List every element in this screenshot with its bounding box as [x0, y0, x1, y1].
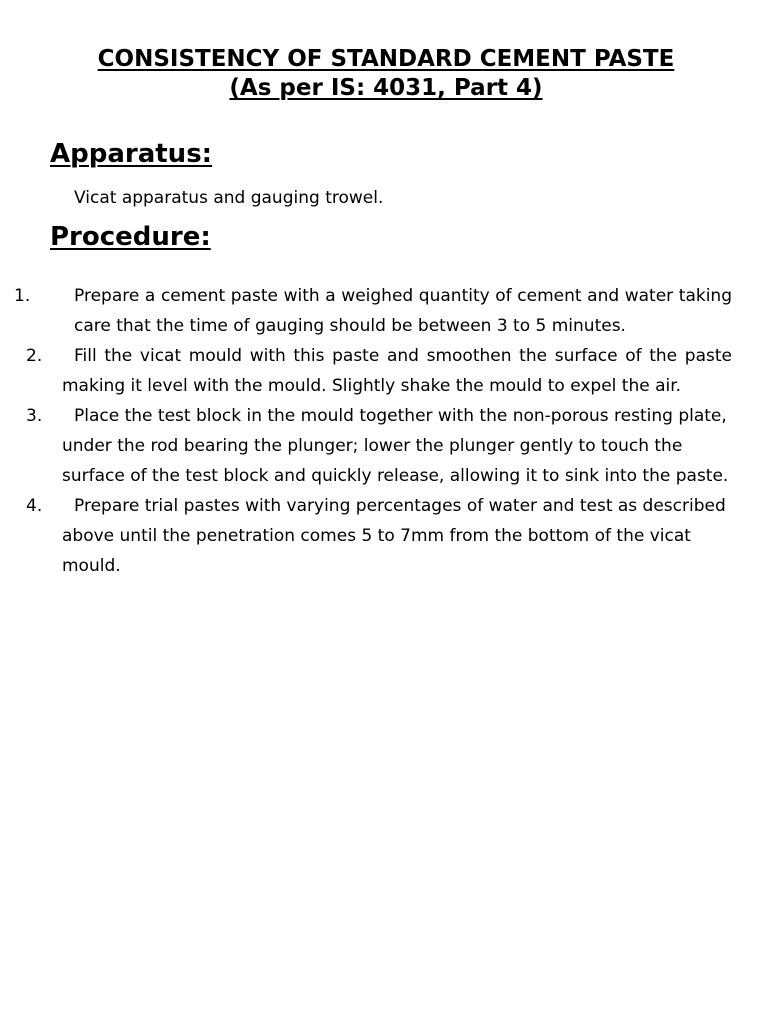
step-number: 1.	[14, 286, 31, 306]
step-number: 3.	[26, 406, 43, 426]
step-number: 2.	[26, 346, 43, 366]
document-title: CONSISTENCY OF STANDARD CEMENT PASTE	[97, 46, 675, 72]
step-number: 4.	[26, 496, 43, 516]
procedure-steps-list	[14, 281, 732, 581]
apparatus-text: Vicat apparatus and gauging trowel.	[74, 188, 384, 208]
document-subtitle: (As per IS: 4031, Part 4)	[229, 75, 543, 101]
step-text: Fill the vicat mould with this paste and smoothen the surface of the paste making it level with the mould. Slightly shake the mould to expel the air.	[62, 346, 732, 396]
step-text: Place the test block in the mould together with the non-porous resting plate, under the rod bearing the plunger; lower the plunger gently to touch the surface of the test block and quickly release, allowing it to sink into the paste.	[62, 406, 729, 486]
step-text: Prepare trial pastes with varying percentages of water and test as described above until the penetration comes 5 to 7mm from the bottom of the vicat mould.	[62, 496, 726, 576]
step-text: Prepare a cement paste with a weighed quantity of cement and water taking care that the time of gauging should be between 3 to 5 minutes.	[74, 286, 732, 336]
procedure-step	[26, 341, 732, 401]
procedure-step	[26, 401, 732, 491]
apparatus-heading: Apparatus:	[50, 139, 213, 169]
procedure-step	[14, 281, 732, 341]
procedure-step	[26, 491, 732, 581]
procedure-heading: Procedure:	[50, 222, 211, 252]
